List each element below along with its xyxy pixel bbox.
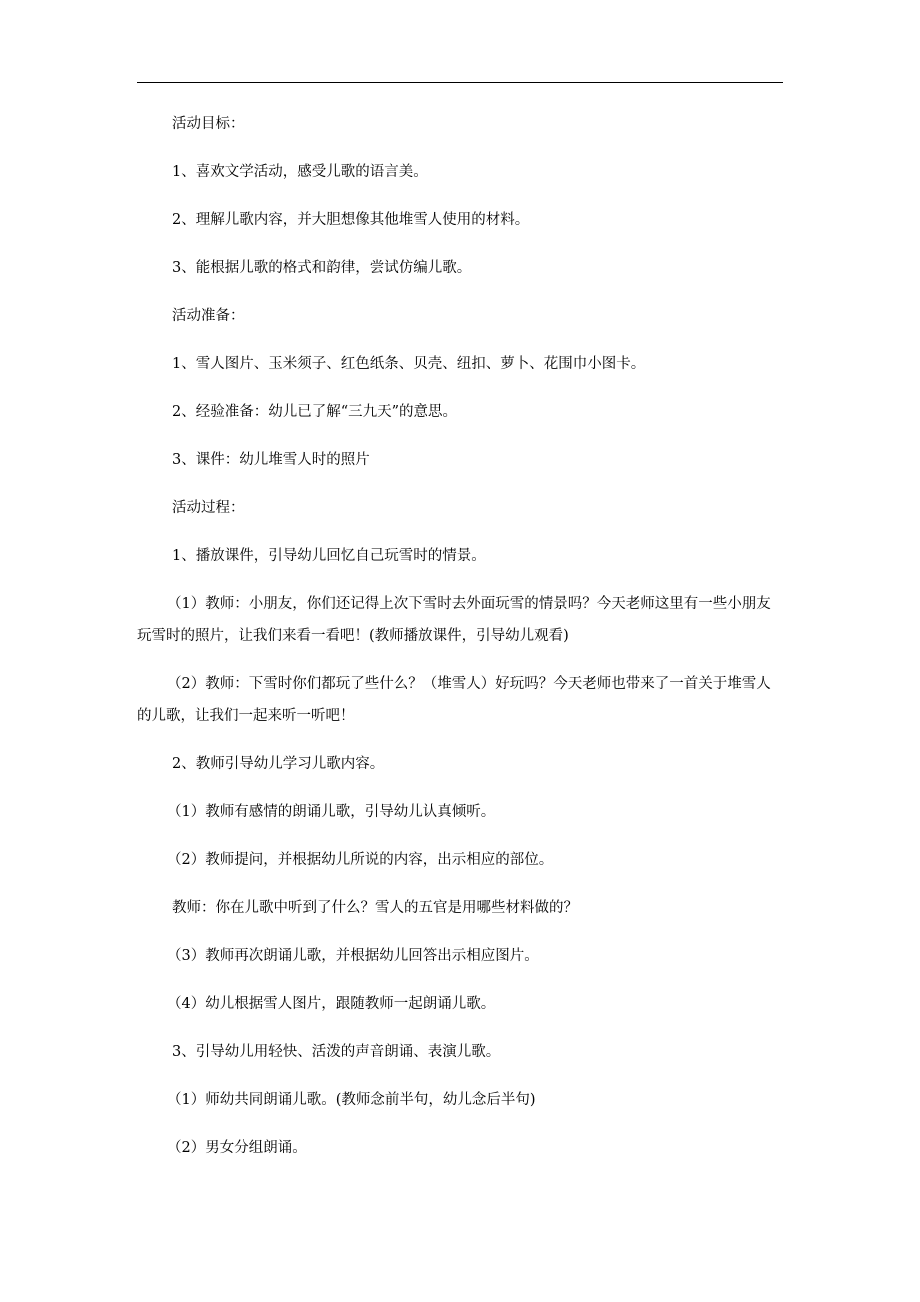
process-substep: （4）幼儿根据雪人图片，跟随教师一起朗诵儿歌。 (167, 996, 496, 1012)
process-step: 2、教师引导幼儿学习儿歌内容。 (172, 756, 385, 772)
document-body (137, 108, 783, 1180)
goal-item: 2、理解儿歌内容，并大胆想像其他堆雪人使用的材料。 (172, 212, 530, 228)
process-substep: （1）教师有感情的朗诵儿歌，引导幼儿认真倾听。 (167, 804, 496, 820)
process-substep: （1）师幼共同朗诵儿歌。(教师念前半句，幼儿念后半句) (167, 1092, 536, 1108)
preparation-item: 2、经验准备：幼儿已了解“三九天”的意思。 (172, 404, 458, 420)
teacher-question: 教师：你在儿歌中听到了什么？雪人的五官是用哪些材料做的？ (172, 900, 578, 916)
goal-item: 1、喜欢文学活动，感受儿歌的语言美。 (172, 164, 428, 180)
process-substep: （2）男女分组朗诵。 (167, 1140, 307, 1156)
section-heading-goals: 活动目标： (172, 116, 245, 132)
process-step: 3、引导幼儿用轻快、活泼的声音朗诵、表演儿歌。 (172, 1044, 501, 1060)
preparation-item: 1、雪人图片、玉米须子、红色纸条、贝壳、纽扣、萝卜、花围巾小图卡。 (172, 356, 646, 372)
process-substep: （1）教师：小朋友，你们还记得上次下雪时去外面玩雪的情景吗？今天老师这里有一些小朋友玩雪时的照片，让我们来看一看吧！(教师播放课件，引导幼儿观看) (137, 596, 771, 644)
section-heading-process: 活动过程： (172, 500, 245, 516)
goal-item: 3、能根据儿歌的格式和韵律，尝试仿编儿歌。 (172, 260, 472, 276)
section-heading-preparation: 活动准备： (172, 308, 245, 324)
process-substep: （2）教师：下雪时你们都玩了些什么？（堆雪人）好玩吗？今天老师也带来了一首关于堆雪人的儿歌，让我们一起来听一听吧！ (137, 676, 771, 724)
preparation-item: 3、课件：幼儿堆雪人时的照片 (172, 452, 370, 468)
process-substep: （3）教师再次朗诵儿歌，并根据幼儿回答出示相应图片。 (167, 948, 539, 964)
process-step: 1、播放课件，引导幼儿回忆自己玩雪时的情景。 (172, 548, 486, 564)
header-rule (137, 82, 783, 83)
process-substep: （2）教师提问，并根据幼儿所说的内容，出示相应的部位。 (167, 852, 554, 868)
